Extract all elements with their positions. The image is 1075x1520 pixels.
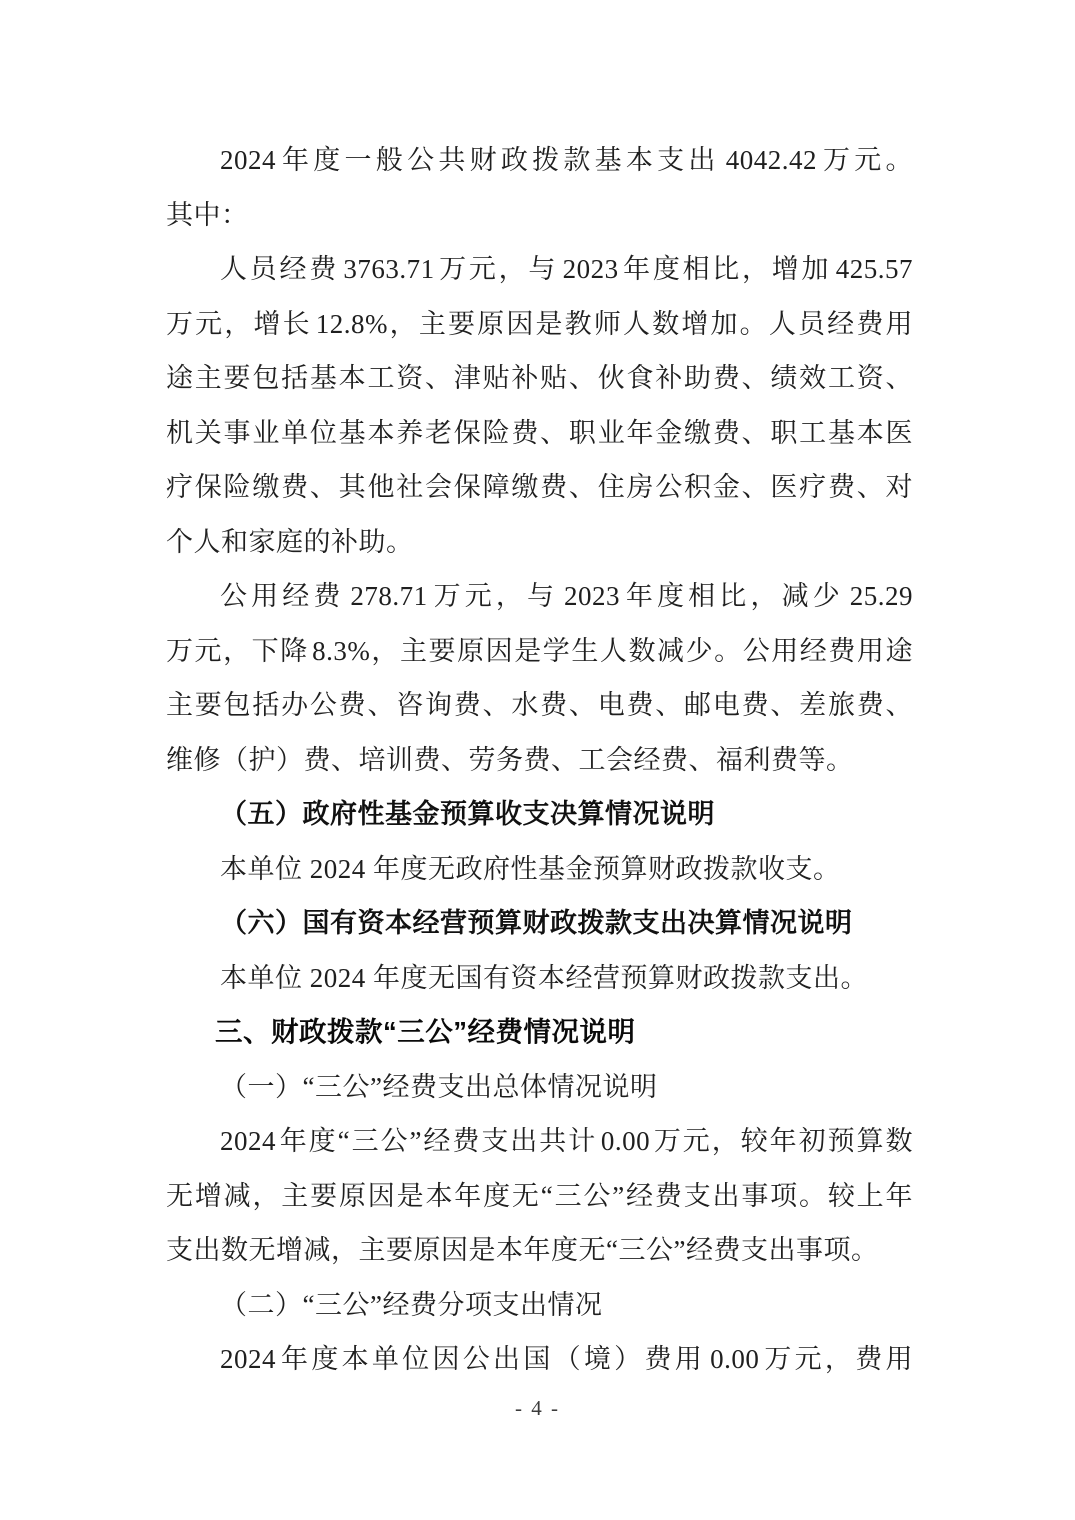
doc-line: 个人和家庭的补助。	[166, 526, 414, 557]
doc-line: 机关事业单位基本养老保险费、职业年金缴费、职工基本医	[166, 417, 913, 448]
heading-section-3-three-public-funds: 三、财政拨款“三公”经费情况说明	[215, 1016, 636, 1047]
doc-line: 支出数无增减，主要原因是本年度无“三公”经费支出事项。	[166, 1235, 879, 1265]
doc-line: 本单位 2024 年度无政府性基金预算财政拨款收支。	[220, 853, 841, 884]
heading-section-5-gov-fund: （五）政府性基金预算收支决算情况说明	[220, 799, 715, 829]
document-text-block	[166, 133, 913, 1387]
doc-line: 疗保险缴费、其他社会保障缴费、住房公积金、医疗费、对	[166, 472, 913, 502]
heading-3-1-overall: （一）“三公”经费支出总体情况说明	[220, 1071, 658, 1102]
doc-line: 公用经费 278.71 万元，与 2023 年度相比，减少 25.29	[220, 581, 913, 611]
doc-line: 万元，下降 8.3%，主要原因是学生人数减少。公用经费用途	[166, 635, 913, 666]
doc-line: 2024 年度一般公共财政拨款基本支出 4042.42 万元。	[220, 145, 913, 175]
doc-line: 维修（护）费、培训费、劳务费、工会经费、福利费等。	[166, 744, 854, 775]
doc-line: 主要包括办公费、咨询费、水费、电费、邮电费、差旅费、	[166, 690, 913, 720]
doc-line: 2024 年度本单位因公出国（境）费用 0.00 万元，费用	[220, 1344, 913, 1374]
doc-line: 人员经费 3763.71 万元，与 2023 年度相比，增加 425.57	[220, 254, 913, 284]
page-number: - 4 -	[515, 1396, 560, 1420]
heading-section-6-state-capital: （六）国有资本经营预算财政拨款支出决算情况说明	[220, 908, 853, 938]
doc-line: 万元，增长 12.8%，主要原因是教师人数增加。人员经费用	[166, 308, 913, 339]
doc-line: 2024 年度“三公”经费支出共计 0.00 万元，较年初预算数	[220, 1126, 913, 1156]
heading-3-2-itemized: （二）“三公”经费分项支出情况	[220, 1289, 603, 1320]
doc-line: 本单位 2024 年度无国有资本经营预算财政拨款支出。	[220, 962, 868, 993]
doc-line: 途主要包括基本工资、津贴补贴、伙食补助费、绩效工资、	[166, 363, 913, 393]
doc-line: 其中：	[166, 199, 249, 230]
doc-line: 无增减，主要原因是本年度无“三公”经费支出事项。较上年	[166, 1180, 913, 1211]
